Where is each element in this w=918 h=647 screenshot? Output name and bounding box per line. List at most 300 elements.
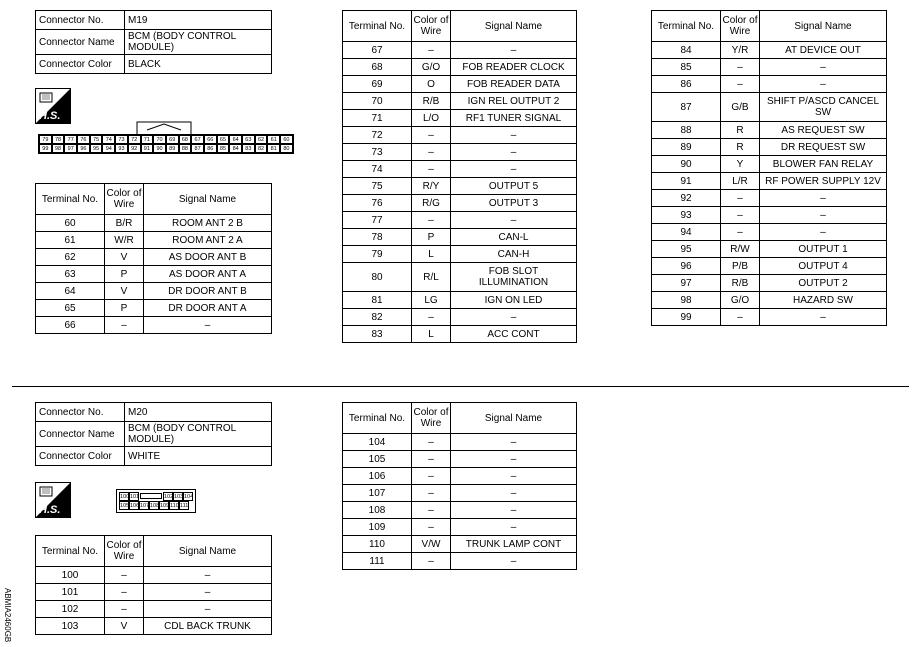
connector-color-label: Connector Color <box>36 55 125 74</box>
signal-name-cell: – <box>144 317 272 334</box>
wire-color-cell: V/W <box>412 536 451 553</box>
terminal-cell: 103 <box>36 618 105 635</box>
pin-cell: 70 <box>153 135 166 144</box>
terminal-cell: 61 <box>36 232 105 249</box>
pin-cell: 91 <box>141 144 154 153</box>
table-row <box>343 212 577 229</box>
table-row <box>343 468 577 485</box>
wire-color-cell: W/R <box>105 232 144 249</box>
terminal-table-67-83 <box>342 10 577 343</box>
terminal-cell: 92 <box>652 190 721 207</box>
terminal-cell: 69 <box>343 76 412 93</box>
connector-info-m20 <box>35 402 272 466</box>
wire-color-cell: – <box>105 567 144 584</box>
table-row <box>36 618 272 635</box>
wire-color-cell: – <box>412 42 451 59</box>
connector-latch <box>135 120 195 136</box>
table-header <box>343 11 577 42</box>
wire-color-cell: – <box>105 601 144 618</box>
signal-name-cell: – <box>451 144 577 161</box>
table-row <box>652 258 887 275</box>
wire-color-cell: R/B <box>721 275 760 292</box>
pin-cell: 67 <box>191 135 204 144</box>
wire-color-cell: – <box>412 161 451 178</box>
signal-name-cell: CAN-H <box>451 246 577 263</box>
pin-cell: 104 <box>184 494 194 500</box>
wire-color-cell: L <box>412 246 451 263</box>
pin-cell: 65 <box>217 135 230 144</box>
signal-name-cell: – <box>451 212 577 229</box>
color-header: Color of Wire <box>105 184 144 215</box>
table-row <box>652 224 887 241</box>
wire-color-cell: B/R <box>105 215 144 232</box>
table-row <box>652 156 887 173</box>
table-row <box>343 59 577 76</box>
terminal-cell: 91 <box>652 173 721 190</box>
wire-color-cell: – <box>105 584 144 601</box>
pin-cell: 79 <box>39 135 52 144</box>
signal-name-cell: – <box>760 207 887 224</box>
signal-name-cell: OUTPUT 1 <box>760 241 887 258</box>
signal-name-cell: AS DOOR ANT B <box>144 249 272 266</box>
signal-name-cell: – <box>451 127 577 144</box>
pin-cell: 82 <box>255 144 268 153</box>
pin-cell: 73 <box>115 135 128 144</box>
terminal-cell: 110 <box>343 536 412 553</box>
table-row <box>343 536 577 553</box>
terminal-cell: 76 <box>343 195 412 212</box>
terminal-cell: 74 <box>343 161 412 178</box>
wire-color-cell: R/W <box>721 241 760 258</box>
signal-name-cell: SHIFT P/ASCD CANCEL SW <box>760 93 887 122</box>
pin-cell: 92 <box>128 144 141 153</box>
table-row <box>343 178 577 195</box>
signal-name-cell: DR DOOR ANT B <box>144 283 272 300</box>
table-header <box>36 184 272 215</box>
pin-cell: 100 <box>120 494 130 500</box>
wire-color-cell: G/O <box>412 59 451 76</box>
wire-color-cell: – <box>412 434 451 451</box>
table-row <box>36 283 272 300</box>
wire-color-cell: V <box>105 283 144 300</box>
pin-cell: 109 <box>160 503 170 509</box>
signal-header: Signal Name <box>451 403 577 434</box>
table-header <box>343 403 577 434</box>
table-row <box>343 434 577 451</box>
connector-no-label: Connector No. <box>36 403 125 422</box>
terminal-header: Terminal No. <box>652 11 721 42</box>
signal-name-cell: CAN-L <box>451 229 577 246</box>
table-row <box>343 292 577 309</box>
wire-color-cell: – <box>721 224 760 241</box>
wire-color-cell: – <box>412 502 451 519</box>
signal-header: Signal Name <box>451 11 577 42</box>
wire-color-cell: – <box>412 127 451 144</box>
pin-cell: 89 <box>166 144 179 153</box>
signal-name-cell: – <box>760 309 887 326</box>
terminal-cell: 97 <box>652 275 721 292</box>
table-row <box>343 502 577 519</box>
terminal-cell: 99 <box>652 309 721 326</box>
signal-name-cell: – <box>451 42 577 59</box>
table-row <box>652 241 887 258</box>
pin-cell: 98 <box>52 144 65 153</box>
wire-color-cell: L/R <box>721 173 760 190</box>
terminal-cell: 88 <box>652 122 721 139</box>
pin-cell: 95 <box>90 144 103 153</box>
terminal-cell: 95 <box>652 241 721 258</box>
hs-label: H.S. <box>39 504 61 516</box>
pin-cell: 77 <box>64 135 77 144</box>
wire-color-cell: – <box>412 144 451 161</box>
pin-cell: 105 <box>120 503 130 509</box>
table-row <box>652 173 887 190</box>
connector-color-label: Connector Color <box>36 447 125 466</box>
signal-name-cell: RF1 TUNER SIGNAL <box>451 110 577 127</box>
harness-side-icon <box>35 482 71 518</box>
pin-cell: 90 <box>153 144 166 153</box>
signal-name-cell: ACC CONT <box>451 326 577 343</box>
section-divider <box>12 386 909 387</box>
wire-color-cell: L/O <box>412 110 451 127</box>
table-row <box>36 584 272 601</box>
table-row <box>652 59 887 76</box>
terminal-cell: 101 <box>36 584 105 601</box>
table-row <box>343 309 577 326</box>
signal-name-cell: IGN REL OUTPUT 2 <box>451 93 577 110</box>
table-row <box>343 42 577 59</box>
connector-color-value: WHITE <box>125 447 272 466</box>
wire-color-cell: – <box>105 317 144 334</box>
color-header: Color of Wire <box>105 536 144 567</box>
color-header: Color of Wire <box>721 11 760 42</box>
pin-cell: 87 <box>191 144 204 153</box>
wire-color-cell: Y <box>721 156 760 173</box>
wire-color-cell: LG <box>412 292 451 309</box>
signal-name-cell: TRUNK LAMP CONT <box>451 536 577 553</box>
pin-cell: 107 <box>140 503 150 509</box>
pin-cell: 78 <box>52 135 65 144</box>
signal-name-cell: DR REQUEST SW <box>760 139 887 156</box>
terminal-cell: 102 <box>36 601 105 618</box>
connector-name-value: BCM (BODY CONTROL MODULE) <box>125 30 272 55</box>
table-row <box>652 122 887 139</box>
connector-name-label: Connector Name <box>36 422 125 447</box>
table-row <box>343 519 577 536</box>
terminal-cell: 77 <box>343 212 412 229</box>
pin-cell: 84 <box>229 144 242 153</box>
terminal-cell: 107 <box>343 485 412 502</box>
signal-name-cell: – <box>760 190 887 207</box>
wire-color-cell: – <box>412 212 451 229</box>
terminal-cell: 82 <box>343 309 412 326</box>
wire-color-cell: R <box>721 139 760 156</box>
signal-name-cell: – <box>451 309 577 326</box>
pin-cell: 101 <box>130 494 140 500</box>
terminal-cell: 104 <box>343 434 412 451</box>
wire-color-cell: P/B <box>721 258 760 275</box>
table-row <box>343 451 577 468</box>
table-row <box>652 292 887 309</box>
connector-no-value: M20 <box>125 403 272 422</box>
table-row <box>343 127 577 144</box>
terminal-cell: 94 <box>652 224 721 241</box>
terminal-cell: 79 <box>343 246 412 263</box>
pin-cell: 80 <box>280 144 293 153</box>
table-row <box>343 161 577 178</box>
table-row <box>343 246 577 263</box>
table-row <box>343 553 577 570</box>
pin-cell: 64 <box>229 135 242 144</box>
table-row <box>652 190 887 207</box>
wire-color-cell: – <box>412 309 451 326</box>
wire-color-cell: R/G <box>412 195 451 212</box>
signal-name-cell: ROOM ANT 2 B <box>144 215 272 232</box>
connector-face-m19 <box>38 134 294 154</box>
table-row <box>652 139 887 156</box>
wire-color-cell: – <box>412 553 451 570</box>
wire-color-cell: R/B <box>412 93 451 110</box>
table-row <box>652 76 887 93</box>
pin-cell: 61 <box>267 135 280 144</box>
wire-color-cell: – <box>412 485 451 502</box>
terminal-cell: 98 <box>652 292 721 309</box>
pin-cell: 94 <box>102 144 115 153</box>
signal-name-cell: OUTPUT 4 <box>760 258 887 275</box>
wire-color-cell: R/L <box>412 263 451 292</box>
signal-name-cell: – <box>144 567 272 584</box>
terminal-cell: 71 <box>343 110 412 127</box>
signal-name-cell: IGN ON LED <box>451 292 577 309</box>
terminal-cell: 78 <box>343 229 412 246</box>
terminal-cell: 106 <box>343 468 412 485</box>
pin-blank <box>140 493 162 499</box>
pin-cell: 66 <box>204 135 217 144</box>
pin-cell: 62 <box>255 135 268 144</box>
signal-name-cell: – <box>451 502 577 519</box>
pin-cell: 99 <box>39 144 52 153</box>
terminal-table-104-111 <box>342 402 577 570</box>
table-row <box>36 300 272 317</box>
wire-color-cell: V <box>105 618 144 635</box>
table-row <box>36 317 272 334</box>
connector-name-label: Connector Name <box>36 30 125 55</box>
signal-name-cell: – <box>451 485 577 502</box>
terminal-header: Terminal No. <box>343 11 412 42</box>
pin-cell: 86 <box>204 144 217 153</box>
wire-color-cell: – <box>412 451 451 468</box>
table-header <box>36 536 272 567</box>
terminal-cell: 65 <box>36 300 105 317</box>
signal-name-cell: – <box>144 601 272 618</box>
table-row <box>343 93 577 110</box>
wire-color-cell: R <box>721 122 760 139</box>
terminal-cell: 72 <box>343 127 412 144</box>
terminal-header: Terminal No. <box>36 184 105 215</box>
signal-header: Signal Name <box>144 184 272 215</box>
terminal-cell: 105 <box>343 451 412 468</box>
table-header <box>652 11 887 42</box>
signal-name-cell: – <box>760 76 887 93</box>
signal-name-cell: BLOWER FAN RELAY <box>760 156 887 173</box>
signal-name-cell: – <box>451 161 577 178</box>
terminal-cell: 80 <box>343 263 412 292</box>
table-row <box>36 601 272 618</box>
pin-cell: 83 <box>242 144 255 153</box>
connector-face-m20 <box>116 489 196 513</box>
table-row <box>652 93 887 122</box>
pin-cell: 76 <box>77 135 90 144</box>
pin-cell: 103 <box>174 494 184 500</box>
terminal-table-84-99 <box>651 10 887 326</box>
signal-header: Signal Name <box>760 11 887 42</box>
table-row <box>343 229 577 246</box>
terminal-cell: 67 <box>343 42 412 59</box>
pin-cell: 75 <box>90 135 103 144</box>
table-row <box>343 485 577 502</box>
signal-header: Signal Name <box>144 536 272 567</box>
pin-cell: 96 <box>77 144 90 153</box>
pin-cell: 81 <box>267 144 280 153</box>
signal-name-cell: FOB READER CLOCK <box>451 59 577 76</box>
terminal-cell: 93 <box>652 207 721 224</box>
table-row <box>36 266 272 283</box>
connector-no-value: M19 <box>125 11 272 30</box>
hs-label: H.S. <box>39 110 61 122</box>
wire-color-cell: – <box>412 468 451 485</box>
signal-name-cell: AT DEVICE OUT <box>760 42 887 59</box>
terminal-cell: 89 <box>652 139 721 156</box>
signal-name-cell: RF POWER SUPPLY 12V <box>760 173 887 190</box>
wire-color-cell: O <box>412 76 451 93</box>
signal-name-cell: – <box>760 59 887 76</box>
terminal-cell: 108 <box>343 502 412 519</box>
pin-cell: 108 <box>150 503 160 509</box>
signal-name-cell: ROOM ANT 2 A <box>144 232 272 249</box>
figure-id <box>2 588 14 643</box>
table-row <box>343 263 577 292</box>
table-row <box>652 309 887 326</box>
wire-color-cell: Y/R <box>721 42 760 59</box>
table-row <box>343 326 577 343</box>
signal-name-cell: OUTPUT 5 <box>451 178 577 195</box>
wire-color-cell: – <box>721 207 760 224</box>
wire-color-cell: – <box>721 59 760 76</box>
terminal-cell: 87 <box>652 93 721 122</box>
wire-color-cell: P <box>105 266 144 283</box>
terminal-cell: 109 <box>343 519 412 536</box>
pin-cell: 74 <box>102 135 115 144</box>
wire-color-cell: R/Y <box>412 178 451 195</box>
connector-no-label: Connector No. <box>36 11 125 30</box>
signal-name-cell: FOB SLOT ILLUMINATION <box>451 263 577 292</box>
signal-name-cell: FOB READER DATA <box>451 76 577 93</box>
terminal-cell: 70 <box>343 93 412 110</box>
wire-color-cell: G/B <box>721 93 760 122</box>
signal-name-cell: HAZARD SW <box>760 292 887 309</box>
pin-cell: 72 <box>128 135 141 144</box>
table-row <box>343 76 577 93</box>
terminal-cell: 62 <box>36 249 105 266</box>
pin-cell: 68 <box>179 135 192 144</box>
terminal-cell: 84 <box>652 42 721 59</box>
terminal-cell: 111 <box>343 553 412 570</box>
wire-color-cell: – <box>721 76 760 93</box>
terminal-cell: 73 <box>343 144 412 161</box>
pin-cell: 97 <box>64 144 77 153</box>
pin-cell: 110 <box>170 503 179 509</box>
pin-cell: 85 <box>217 144 230 153</box>
terminal-header: Terminal No. <box>36 536 105 567</box>
signal-name-cell: OUTPUT 3 <box>451 195 577 212</box>
terminal-cell: 75 <box>343 178 412 195</box>
signal-name-cell: DR DOOR ANT A <box>144 300 272 317</box>
color-header: Color of Wire <box>412 11 451 42</box>
terminal-cell: 100 <box>36 567 105 584</box>
pin-cell: 111 <box>180 503 189 509</box>
terminal-cell: 81 <box>343 292 412 309</box>
connector-name-value: BCM (BODY CONTROL MODULE) <box>125 422 272 447</box>
pin-cell: 106 <box>130 503 140 509</box>
wire-color-cell: – <box>412 519 451 536</box>
terminal-cell: 90 <box>652 156 721 173</box>
signal-name-cell: CDL BACK TRUNK <box>144 618 272 635</box>
signal-name-cell: – <box>451 451 577 468</box>
signal-name-cell: – <box>451 553 577 570</box>
pin-cell: 69 <box>166 135 179 144</box>
table-row <box>652 207 887 224</box>
terminal-table-100-103 <box>35 535 272 635</box>
terminal-cell: 85 <box>652 59 721 76</box>
wire-color-cell: G/O <box>721 292 760 309</box>
wire-color-cell: P <box>105 300 144 317</box>
table-row <box>36 215 272 232</box>
signal-name-cell: – <box>451 468 577 485</box>
terminal-cell: 63 <box>36 266 105 283</box>
connector-color-value: BLACK <box>125 55 272 74</box>
signal-name-cell: – <box>451 519 577 536</box>
table-row <box>343 110 577 127</box>
table-row <box>343 144 577 161</box>
figure-id-text: ABMIA2460GB <box>3 588 12 643</box>
terminal-header: Terminal No. <box>343 403 412 434</box>
pin-cell: 63 <box>242 135 255 144</box>
terminal-cell: 86 <box>652 76 721 93</box>
wire-color-cell: L <box>412 326 451 343</box>
pin-cell: 93 <box>115 144 128 153</box>
terminal-table-60-66 <box>35 183 272 334</box>
signal-name-cell: AS REQUEST SW <box>760 122 887 139</box>
pin-cell: 88 <box>179 144 192 153</box>
wire-color-cell: – <box>721 190 760 207</box>
pin-cell: 71 <box>141 135 154 144</box>
table-row <box>652 275 887 292</box>
pin-cell: 102 <box>164 494 174 500</box>
terminal-cell: 96 <box>652 258 721 275</box>
wire-color-cell: V <box>105 249 144 266</box>
wire-color-cell: P <box>412 229 451 246</box>
table-row <box>343 195 577 212</box>
table-row <box>36 567 272 584</box>
terminal-cell: 60 <box>36 215 105 232</box>
terminal-cell: 83 <box>343 326 412 343</box>
table-row <box>36 232 272 249</box>
pin-cell: 60 <box>280 135 293 144</box>
signal-name-cell: – <box>451 434 577 451</box>
connector-info-m19 <box>35 10 272 74</box>
terminal-cell: 66 <box>36 317 105 334</box>
terminal-cell: 68 <box>343 59 412 76</box>
